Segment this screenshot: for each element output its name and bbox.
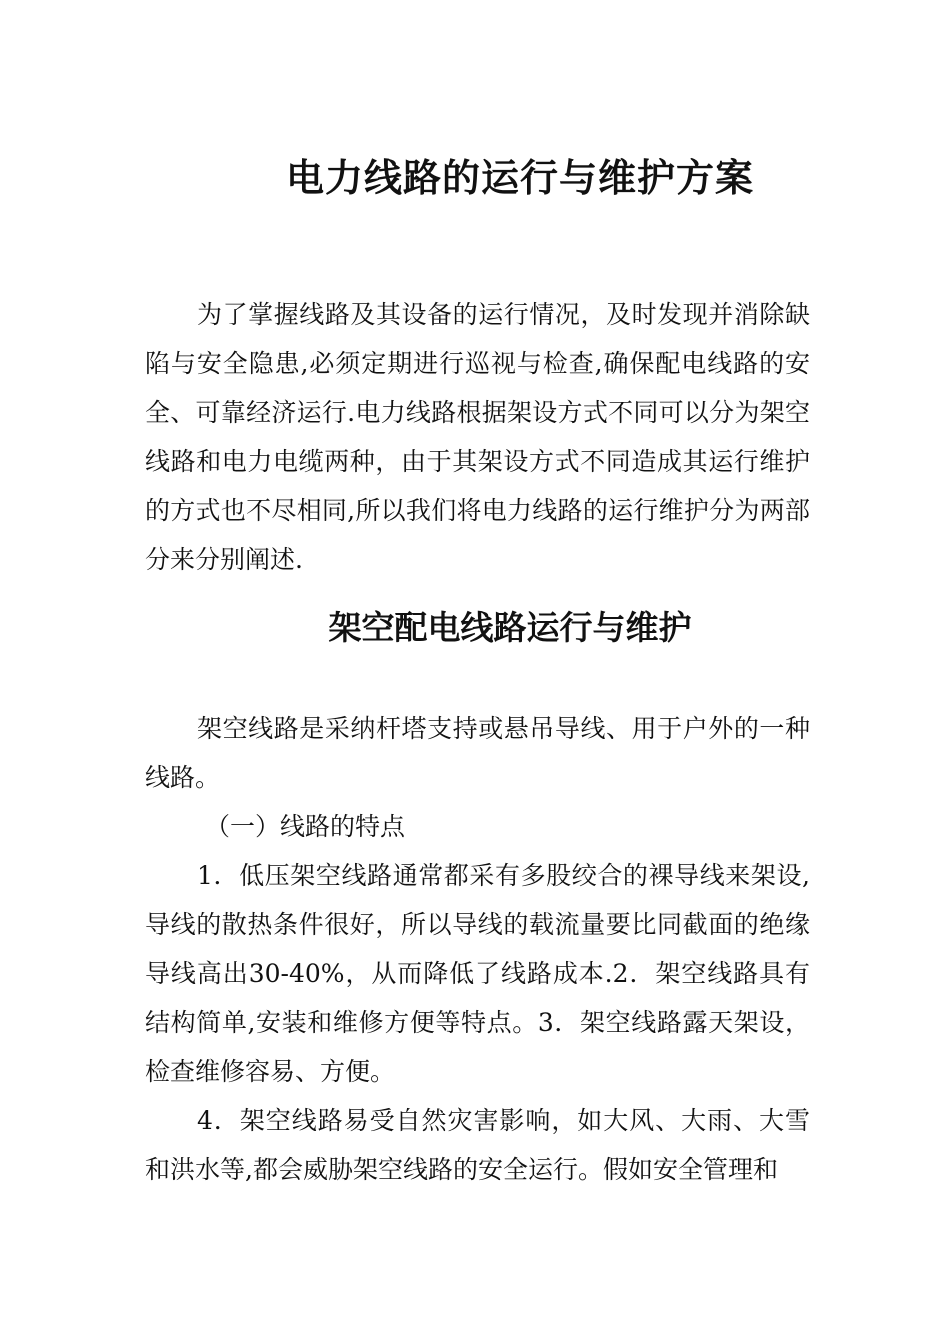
feature-4-paragraph: 4．架空线路易受自然灾害影响，如大风、大雨、大雪和洪水等,都会威胁架空线路的安全运行。假如安全管理和: [145, 1106, 810, 1184]
document-title: 电力线路的运行与维护方案: [285, 156, 754, 200]
section-heading: 架空配电线路运行与维护: [328, 608, 692, 647]
features-1-3-paragraph: 1．低压架空线路通常都采有多股绞合的裸导线来架设,导线的散热条件很好，所以导线的载流量要比同截面的绝缘导线高出30-40%，从而降低了线路成本.2．架空线路具有结构简单,安装和维修方便等特点。3．架空线路露天架设，检查维修容易、方便。: [145, 861, 810, 1086]
features-subheading: （一）线路的特点: [205, 812, 406, 841]
intro-paragraph: 为了掌握线路及其设备的运行情况，及时发现并消除缺陷与安全隐患,必须定期进行巡视与检查,确保配电线路的安全、可靠经济运行.电力线路根据架设方式不同可以分为架空线路和电力电缆两种，由于其架设方式不同造成其运行维护的方式也不尽相同,所以我们将电力线路的运行维护分为两部分来分别阐述.: [145, 300, 810, 574]
overhead-definition-paragraph: 架空线路是采纳杆塔支持或悬吊导线、用于户外的一种线路。: [145, 714, 810, 792]
